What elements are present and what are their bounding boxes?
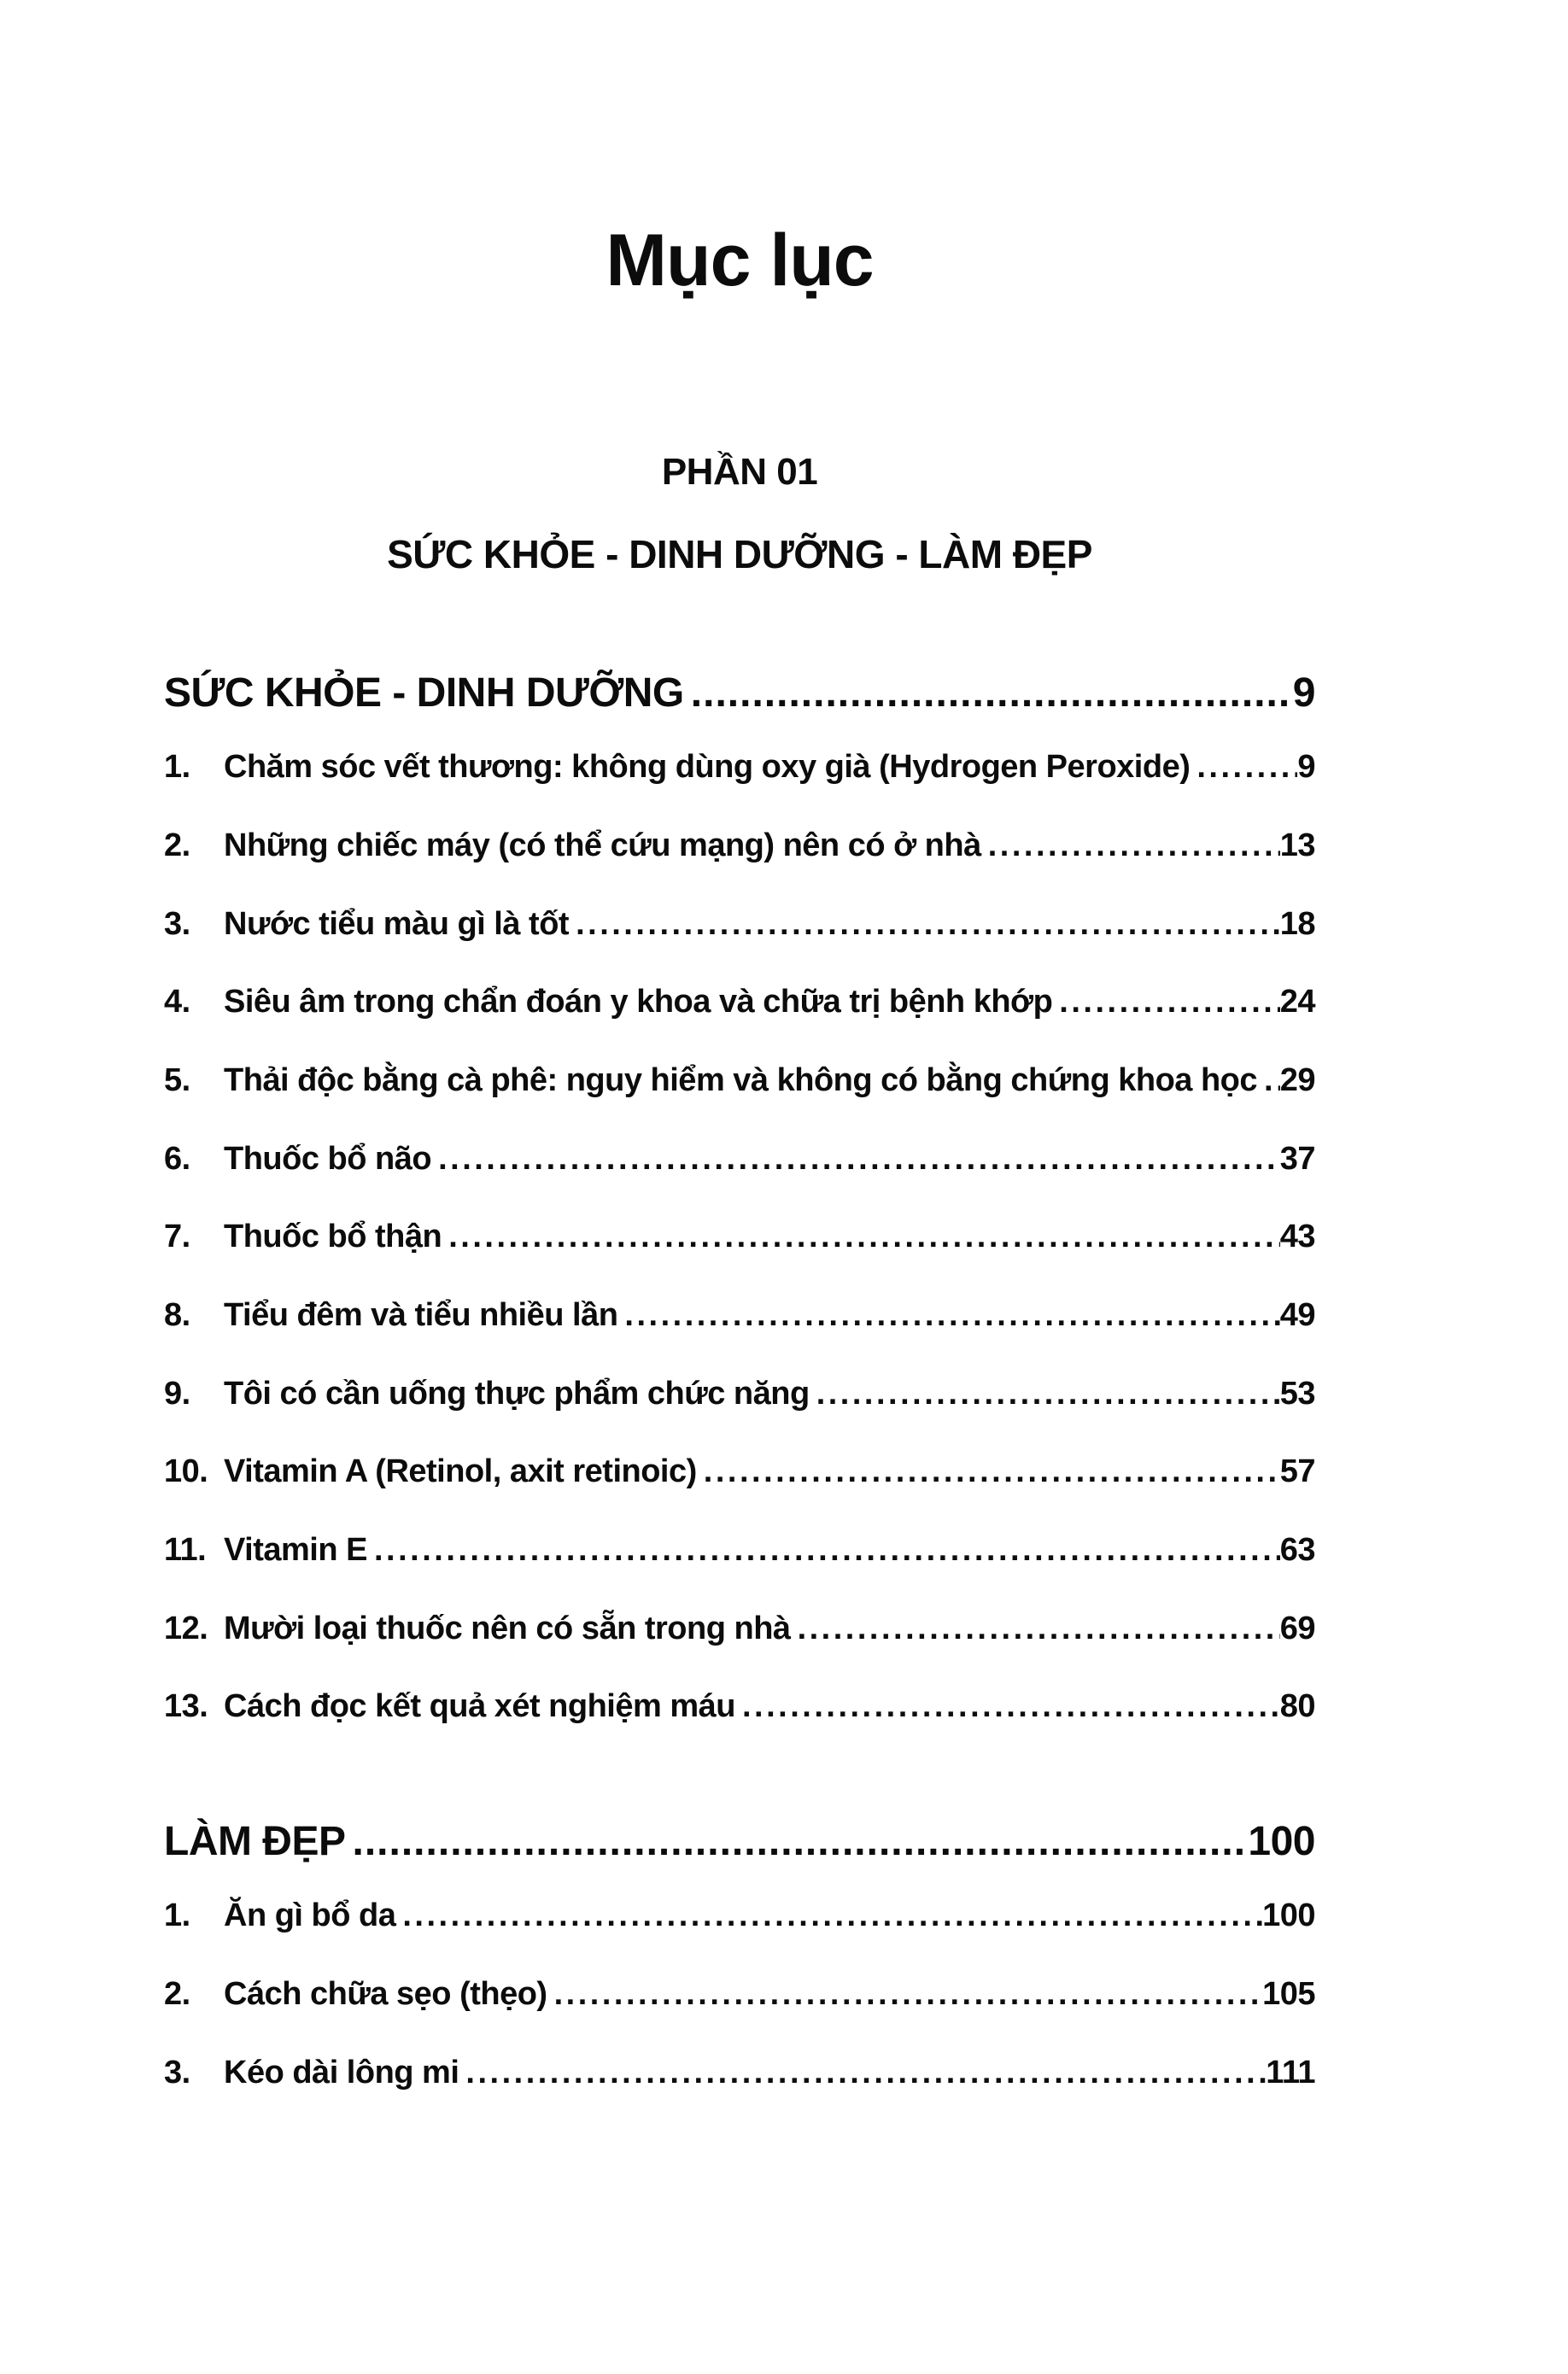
item-page-number: 63: [1279, 1532, 1315, 1569]
item-title: Thuốc bổ não: [224, 1140, 432, 1177]
item-number: 6.: [164, 1140, 190, 1177]
toc-item-row: [164, 1453, 1315, 1491]
toc-item-row: [164, 1141, 1315, 1178]
item-title: Kéo dài lông mi: [224, 2054, 459, 2090]
item-number: 12.: [164, 1610, 208, 1646]
item-number: 9.: [164, 1375, 190, 1412]
item-page-number: 29: [1279, 1061, 1315, 1098]
toc-item-row: [164, 1219, 1315, 1256]
dot-leader: [697, 1453, 1280, 1491]
item-title: Vitamin E: [224, 1532, 367, 1569]
part-label: PHẦN 01: [661, 451, 818, 493]
item-page-number: 43: [1279, 1219, 1315, 1255]
item-page-number: 100: [1262, 1897, 1315, 1934]
section-heading-row: [164, 1818, 1315, 1865]
dot-leader: [684, 670, 1293, 716]
item-number: 7.: [164, 1219, 190, 1255]
dot-leader: [547, 1976, 1263, 2014]
item-number: 2.: [164, 1976, 190, 2012]
item-page-number: 69: [1279, 1610, 1315, 1646]
item-page-number: 18: [1279, 905, 1315, 942]
section-heading-row: [164, 670, 1315, 716]
item-title: Thuốc bổ thận: [224, 1219, 442, 1255]
item-page-number: 24: [1279, 984, 1315, 1020]
dot-leader: [442, 1219, 1279, 1256]
item-number: 1.: [164, 749, 190, 786]
toc: [164, 670, 1315, 2091]
toc-item-row: [164, 1897, 1315, 1935]
item-title: Những chiếc máy (có thể cứu mạng) nên có ở nhà: [224, 827, 981, 863]
dot-leader: [791, 1611, 1280, 1648]
toc-item-row: [164, 1976, 1315, 2014]
item-page-number: 13: [1279, 827, 1315, 863]
item-page-number: 57: [1279, 1453, 1315, 1490]
toc-item-row: [164, 1297, 1315, 1335]
item-page-number: 80: [1279, 1688, 1315, 1725]
toc-item-row: [164, 984, 1315, 1021]
toc-item-row: [164, 1688, 1315, 1726]
dot-leader: [1257, 1062, 1280, 1100]
item-number: 11.: [164, 1532, 207, 1569]
item-number: 10.: [164, 1453, 208, 1490]
dot-leader: [981, 827, 1280, 865]
item-page-number: 105: [1262, 1976, 1315, 2012]
toc-item-row: [164, 1376, 1315, 1413]
dot-leader: [431, 1141, 1280, 1178]
item-number: 13.: [164, 1688, 208, 1725]
dot-leader: [459, 2055, 1266, 2092]
item-page-number: 9: [1297, 749, 1315, 786]
toc-item-row: [164, 827, 1315, 865]
item-title: Tiểu đêm và tiểu nhiều lần: [224, 1297, 618, 1333]
item-page-number: 53: [1279, 1375, 1315, 1412]
item-number: 3.: [164, 2054, 190, 2090]
dot-leader: [735, 1688, 1280, 1726]
toc-item-row: [164, 906, 1315, 944]
section-page-number: 9: [1292, 670, 1315, 716]
toc-item-row: [164, 1532, 1315, 1570]
toc-item-row: [164, 1611, 1315, 1648]
section-heading: LÀM ĐẸP: [164, 1819, 346, 1865]
part-title: SỨC KHỎE - DINH DƯỠNG - LÀM ĐẸP: [387, 532, 1092, 576]
dot-leader: [569, 906, 1280, 944]
dot-leader: [1052, 984, 1279, 1021]
item-number: 1.: [164, 1897, 190, 1934]
item-title: Tôi có cần uống thực phẩm chức năng: [224, 1375, 810, 1412]
item-title: Vitamin A (Retinol, axit retinoic): [224, 1453, 697, 1490]
item-number: 3.: [164, 905, 190, 942]
dot-leader: [1190, 749, 1297, 786]
item-title: Nước tiểu màu gì là tốt: [224, 905, 570, 942]
item-number: 2.: [164, 827, 190, 863]
item-page-number: 49: [1279, 1297, 1315, 1333]
item-title: Mười loại thuốc nên có sẵn trong nhà: [224, 1610, 791, 1646]
dot-leader: [810, 1376, 1280, 1413]
item-title: Thải độc bằng cà phê: nguy hiểm và không có bằng chứng khoa học: [224, 1061, 1258, 1098]
item-title: Chăm sóc vết thương: không dùng oxy già (Hydrogen Peroxide): [224, 749, 1191, 786]
dot-leader: [346, 1818, 1249, 1865]
dot-leader: [395, 1897, 1262, 1935]
dot-leader: [367, 1532, 1280, 1570]
toc-item-row: [164, 749, 1315, 786]
item-page-number: 37: [1279, 1140, 1315, 1177]
item-title: Siêu âm trong chẩn đoán y khoa và chữa trị bệnh khớp: [224, 984, 1053, 1020]
toc-item-row: [164, 2055, 1315, 2092]
item-number: 5.: [164, 1061, 190, 1098]
item-title: Cách chữa sẹo (thẹo): [224, 1976, 547, 2012]
item-title: Ăn gì bổ da: [224, 1897, 396, 1934]
item-title: Cách đọc kết quả xét nghiệm máu: [224, 1688, 735, 1725]
item-number: 4.: [164, 984, 190, 1020]
dot-leader: [617, 1297, 1279, 1335]
page-title: Mục lục: [606, 219, 874, 301]
item-number: 8.: [164, 1297, 190, 1333]
section-page-number: 100: [1248, 1819, 1315, 1865]
section-heading: SỨC KHỎE - DINH DƯỠNG: [164, 670, 684, 716]
item-page-number: 111: [1266, 2054, 1315, 2090]
toc-item-row: [164, 1062, 1315, 1100]
